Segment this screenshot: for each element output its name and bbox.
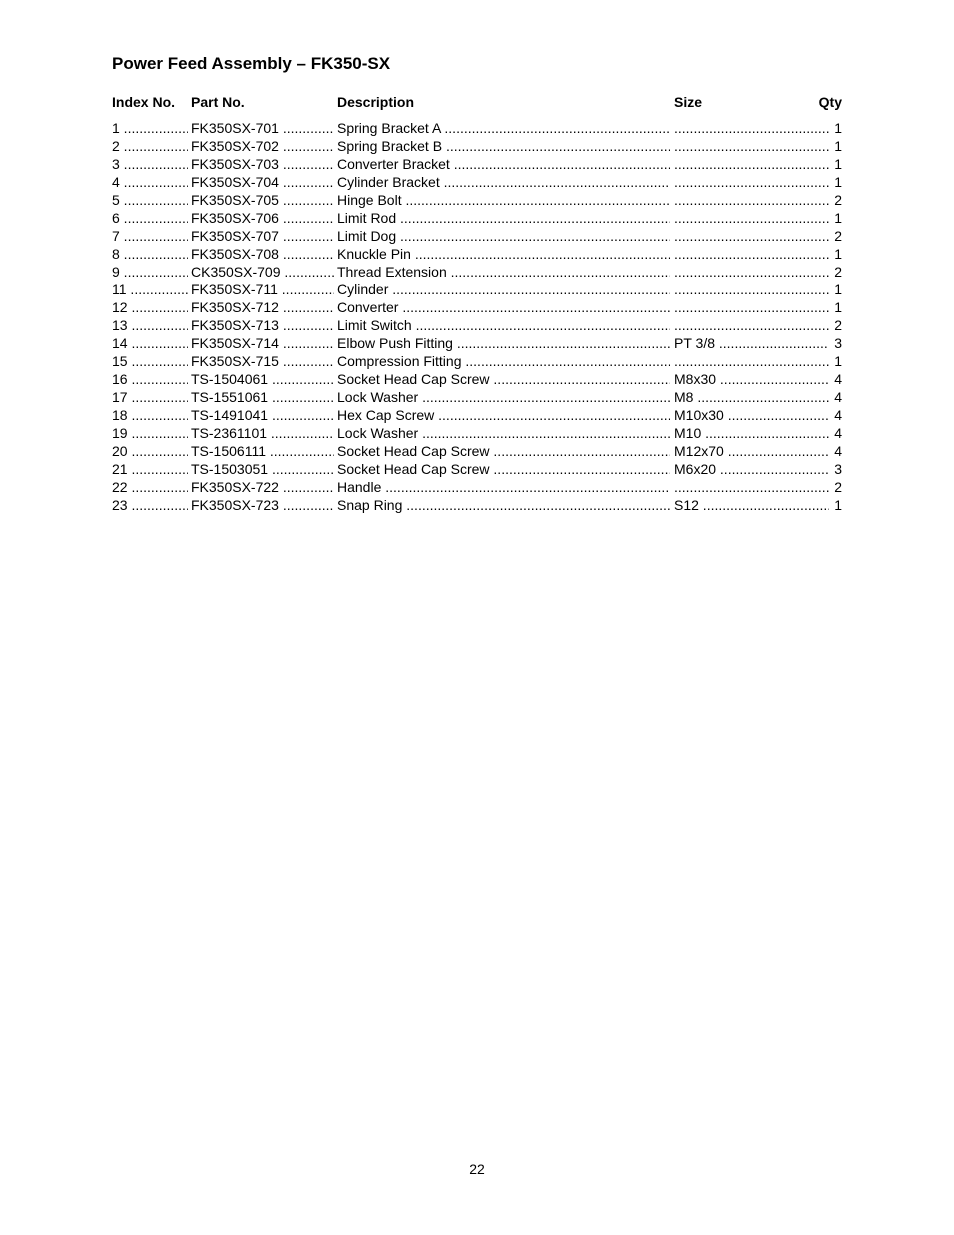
part-number-cell: FK350SX-705 ..... xyxy=(191,192,334,210)
index-cell: 15 ..... xyxy=(112,353,188,371)
description-cell: Limit Dog ..... xyxy=(337,228,670,246)
table-row xyxy=(0,353,954,371)
table-row xyxy=(0,281,954,299)
qty-cell: 1 xyxy=(834,120,842,136)
part-number-cell: FK350SX-701 ..... xyxy=(191,120,334,138)
qty-cell: 2 xyxy=(834,478,842,495)
index-cell: 21 ..... xyxy=(112,461,188,479)
description-cell: Lock Washer ..... xyxy=(337,389,670,407)
column-header-index: Index No. xyxy=(112,94,176,110)
column-header-part: Part No. xyxy=(191,94,245,110)
qty-cell: 4 xyxy=(834,407,842,423)
page-title: Power Feed Assembly – FK350-SX xyxy=(112,54,391,73)
part-number-cell: CK350SX-709 ..... xyxy=(191,264,334,282)
part-number-cell: TS-2361101 ..... xyxy=(191,425,334,443)
size-cell: PT 3/8 ..... xyxy=(674,335,829,353)
description-cell: Handle ..... xyxy=(337,479,670,497)
table-row xyxy=(0,264,954,282)
table-row xyxy=(0,407,954,425)
index-cell: 13 ..... xyxy=(112,317,188,335)
column-header-size: Size xyxy=(674,94,703,110)
part-number-cell: FK350SX-708 ..... xyxy=(191,246,334,264)
qty-cell: 1 xyxy=(834,137,842,154)
table-row xyxy=(0,389,954,407)
index-cell: 1 ..... xyxy=(112,120,188,138)
table-row xyxy=(0,317,954,335)
size-cell xyxy=(674,299,829,317)
table-row xyxy=(0,228,954,246)
qty-cell: 2 xyxy=(834,317,842,334)
index-cell: 12 ..... xyxy=(112,299,188,317)
page-number: 22 xyxy=(469,1161,485,1177)
part-number-cell: TS-1504061 ..... xyxy=(191,371,334,389)
part-number-cell: FK350SX-711 ..... xyxy=(191,281,334,299)
index-cell: 22 ..... xyxy=(112,479,188,497)
table-row xyxy=(0,174,954,192)
description-cell: Elbow Push Fitting ..... xyxy=(337,335,670,353)
qty-cell: 1 xyxy=(834,496,842,513)
index-cell: 18 ..... xyxy=(112,407,188,425)
table-row xyxy=(0,371,954,389)
qty-cell: 3 xyxy=(834,460,842,477)
part-number-cell: FK350SX-713 ..... xyxy=(191,317,334,335)
index-cell: 19 ..... xyxy=(112,425,188,443)
index-cell: 7 ..... xyxy=(112,228,188,246)
index-cell: 4 ..... xyxy=(112,174,188,192)
size-cell xyxy=(674,228,829,246)
part-number-cell: FK350SX-712 ..... xyxy=(191,299,334,317)
description-cell: Hex Cap Screw ..... xyxy=(337,407,670,425)
description-cell: Spring Bracket A ..... xyxy=(337,120,670,138)
part-number-cell: TS-1491041 ..... xyxy=(191,407,334,425)
table-row xyxy=(0,192,954,210)
index-cell: 9 ..... xyxy=(112,264,188,282)
part-number-cell: FK350SX-702 ..... xyxy=(191,138,334,156)
index-cell: 16 ..... xyxy=(112,371,188,389)
index-cell: 2 ..... xyxy=(112,138,188,156)
description-cell: Thread Extension ..... xyxy=(337,264,670,282)
qty-cell: 1 xyxy=(834,245,842,262)
part-number-cell: FK350SX-707 ..... xyxy=(191,228,334,246)
size-cell xyxy=(674,174,829,192)
size-cell xyxy=(674,210,829,228)
index-cell: 14 ..... xyxy=(112,335,188,353)
description-cell: Lock Washer ..... xyxy=(337,425,670,443)
size-cell xyxy=(674,317,829,335)
size-cell: M6x20 ..... xyxy=(674,461,829,479)
index-cell: 8 ..... xyxy=(112,246,188,264)
qty-cell: 1 xyxy=(834,281,842,298)
size-cell: M10x30 ..... xyxy=(674,407,829,425)
table-row xyxy=(0,461,954,479)
size-cell xyxy=(674,281,829,299)
part-number-cell: TS-1503051 ..... xyxy=(191,461,334,479)
part-number-cell: FK350SX-706 ..... xyxy=(191,210,334,228)
size-cell xyxy=(674,192,829,210)
size-cell: M8 ..... xyxy=(674,389,829,407)
size-cell: S12 ..... xyxy=(674,497,829,515)
size-cell xyxy=(674,264,829,282)
qty-cell: 1 xyxy=(834,173,842,190)
table-row xyxy=(0,335,954,353)
qty-cell: 2 xyxy=(834,227,842,244)
table-row xyxy=(0,138,954,156)
size-cell: M10 ..... xyxy=(674,425,829,443)
size-cell xyxy=(674,353,829,371)
index-cell: 23 ..... xyxy=(112,497,188,515)
description-cell: Socket Head Cap Screw ..... xyxy=(337,371,670,389)
index-cell: 5 ..... xyxy=(112,192,188,210)
size-cell xyxy=(674,246,829,264)
description-cell: Socket Head Cap Screw ..... xyxy=(337,443,670,461)
description-cell: Limit Rod ..... xyxy=(337,210,670,228)
size-cell xyxy=(674,120,829,138)
part-number-cell: FK350SX-715 ..... xyxy=(191,353,334,371)
parts-list xyxy=(0,120,954,515)
qty-cell: 1 xyxy=(834,209,842,226)
qty-cell: 4 xyxy=(834,442,842,459)
qty-cell: 4 xyxy=(834,389,842,406)
description-cell: Cylinder Bracket ..... xyxy=(337,174,670,192)
index-cell: 20 ..... xyxy=(112,443,188,461)
qty-cell: 2 xyxy=(834,263,842,280)
size-cell xyxy=(674,138,829,156)
description-cell: Converter ..... xyxy=(337,299,670,317)
part-number-cell: FK350SX-714 ..... xyxy=(191,335,334,353)
qty-cell: 3 xyxy=(834,335,842,352)
index-cell: 17 ..... xyxy=(112,389,188,407)
description-cell: Cylinder ..... xyxy=(337,281,670,299)
part-number-cell: TS-1551061 ..... xyxy=(191,389,334,407)
description-cell: Snap Ring ..... xyxy=(337,497,670,515)
description-cell: Converter Bracket ..... xyxy=(337,156,670,174)
column-header-qty: Qty xyxy=(818,94,842,110)
description-cell: Limit Switch ..... xyxy=(337,317,670,335)
part-number-cell: FK350SX-722 ..... xyxy=(191,479,334,497)
column-header-description: Description xyxy=(337,94,415,110)
table-row xyxy=(0,497,954,515)
size-cell xyxy=(674,156,829,174)
description-cell: Hinge Bolt ..... xyxy=(337,192,670,210)
table-row xyxy=(0,299,954,317)
index-cell: 11 ..... xyxy=(112,281,188,299)
qty-cell: 4 xyxy=(834,424,842,441)
qty-cell: 1 xyxy=(834,155,842,172)
index-cell: 3 ..... xyxy=(112,156,188,174)
description-cell: Spring Bracket B ..... xyxy=(337,138,670,156)
part-number-cell: FK350SX-703 ..... xyxy=(191,156,334,174)
description-cell: Compression Fitting ..... xyxy=(337,353,670,371)
index-cell: 6 ..... xyxy=(112,210,188,228)
size-cell: M8x30 ..... xyxy=(674,371,829,389)
part-number-cell: TS-1506111 ..... xyxy=(191,443,334,461)
table-row xyxy=(0,246,954,264)
table-row xyxy=(0,425,954,443)
qty-cell: 2 xyxy=(834,191,842,208)
table-row xyxy=(0,120,954,138)
qty-cell: 1 xyxy=(834,299,842,316)
table-row xyxy=(0,210,954,228)
qty-cell: 1 xyxy=(834,353,842,370)
part-number-cell: FK350SX-704 ..... xyxy=(191,174,334,192)
size-cell: M12x70 ..... xyxy=(674,443,829,461)
part-number-cell: FK350SX-723 ..... xyxy=(191,497,334,515)
description-cell: Socket Head Cap Screw ..... xyxy=(337,461,670,479)
description-cell: Knuckle Pin ..... xyxy=(337,246,670,264)
qty-cell: 4 xyxy=(834,371,842,388)
size-cell xyxy=(674,479,829,497)
table-row xyxy=(0,443,954,461)
table-row xyxy=(0,156,954,174)
table-row xyxy=(0,479,954,497)
